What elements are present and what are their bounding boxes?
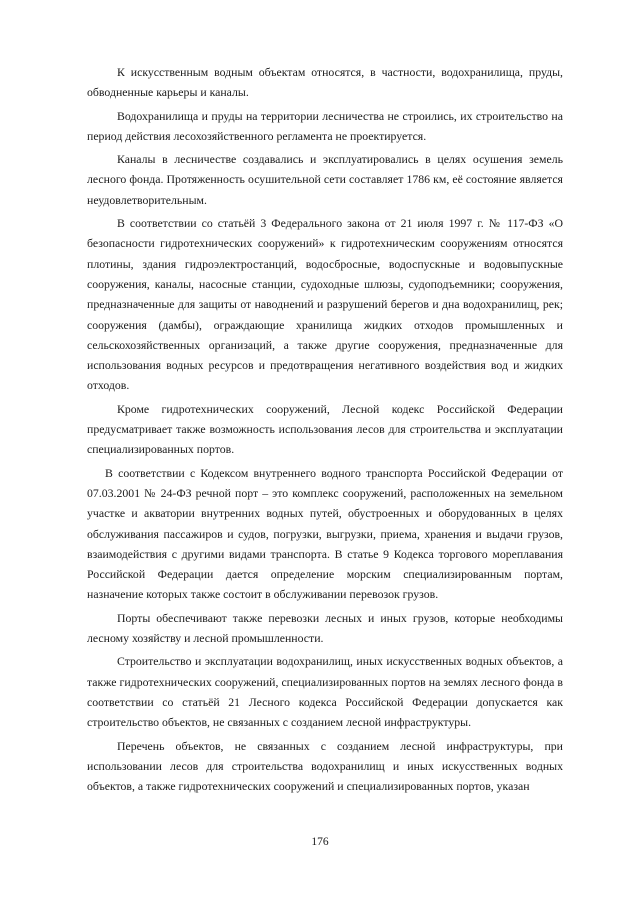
- paragraph-river-port-definition: В соответствии с Кодексом внутреннего водного транспорта Российской Федерации от 07.03.2001 № 24-ФЗ речной порт – это комплекс сооружений, расположенных на земельном участке и акватории внутренних водных путей, обустроенных и оборудованных в целях обслуживания пассажиров и судов, погрузки, выгрузки, приема, хранения и выдачи грузов, взаимодействия с другими видами транспорта. В статье 9 Кодекса торгового мореплавания Российской Федерации дается определение морским специализированным портам, назначение которых также состоит в обслуживании перевозок грузов.: [87, 465, 563, 602]
- paragraph-hydraulic-structures-law: В соответствии со статьёй 3 Федерального закона от 21 июля 1997 г. № 117-ФЗ «О безопасности гидротехнических сооружений» к гидротехническим сооружениям относятся плотины, здания гидроэлектростанций, водосбросные, водоспускные и водовыпускные сооружения, каналы, насосные станции, судоходные шлюзы, судоподъемники; сооружения, предназначенные для защиты от наводнений и разрушений берегов и дна водохранилищ, рек; сооружения (дамбы), ограждающие хранилища жидких отходов промышленных и сельскохозяйственных организаций, а также другие сооружения, предназначенные для использования водных ресурсов и предотвращения негативного воздействия вод и жидких отходов.: [87, 216, 563, 393]
- page-number: 176: [311, 836, 329, 848]
- paragraph-reservoirs-ponds: Водохранилища и пруды на территории лесничества не строились, их строительство на период действия лесохозяйственного регламента не проектируется.: [87, 108, 563, 143]
- paragraph-canals: Каналы в лесничестве создавались и эксплуатировались в целях осушения земель лесного фонда. Протяженность осушительной сети составляет 1786 км, её состояние является неудовлетворительным.: [87, 152, 563, 207]
- paragraph-ports-cargo: Порты обеспечивают также перевозки лесных и иных грузов, которые необходимы лесному хозяйству и лесной промышленности.: [87, 610, 563, 646]
- paragraph-specialized-ports: Кроме гидротехнических сооружений, Лесной кодекс Российской Федерации предусматривает также возможность использования лесов для строительства и эксплуатации специализированных портов.: [87, 401, 563, 457]
- paragraph-object-list: Перечень объектов, не связанных с созданием лесной инфраструктуры, при использовании лесов для строительства водохранилищ и иных искусственных водных объектов, а также гидротехнических сооружений и специализированных портов, указан: [87, 738, 563, 794]
- document-body: [87, 62, 563, 799]
- paragraph-construction-permitted: Строительство и эксплуатации водохранилищ, иных искусственных водных объектов, а также гидротехнических сооружений, специализированных портов на землях лесного фонда в соответствии со статьёй 21 Лесного кодекса Российской Федерации допускается как строительство объектов, не связанных с созданием лесной инфраструктуры.: [87, 654, 563, 730]
- paragraph-artificial-water-objects: К искусственным водным объектам относятся, в частности, водохранилища, пруды, обводненные карьеры и каналы.: [87, 65, 563, 100]
